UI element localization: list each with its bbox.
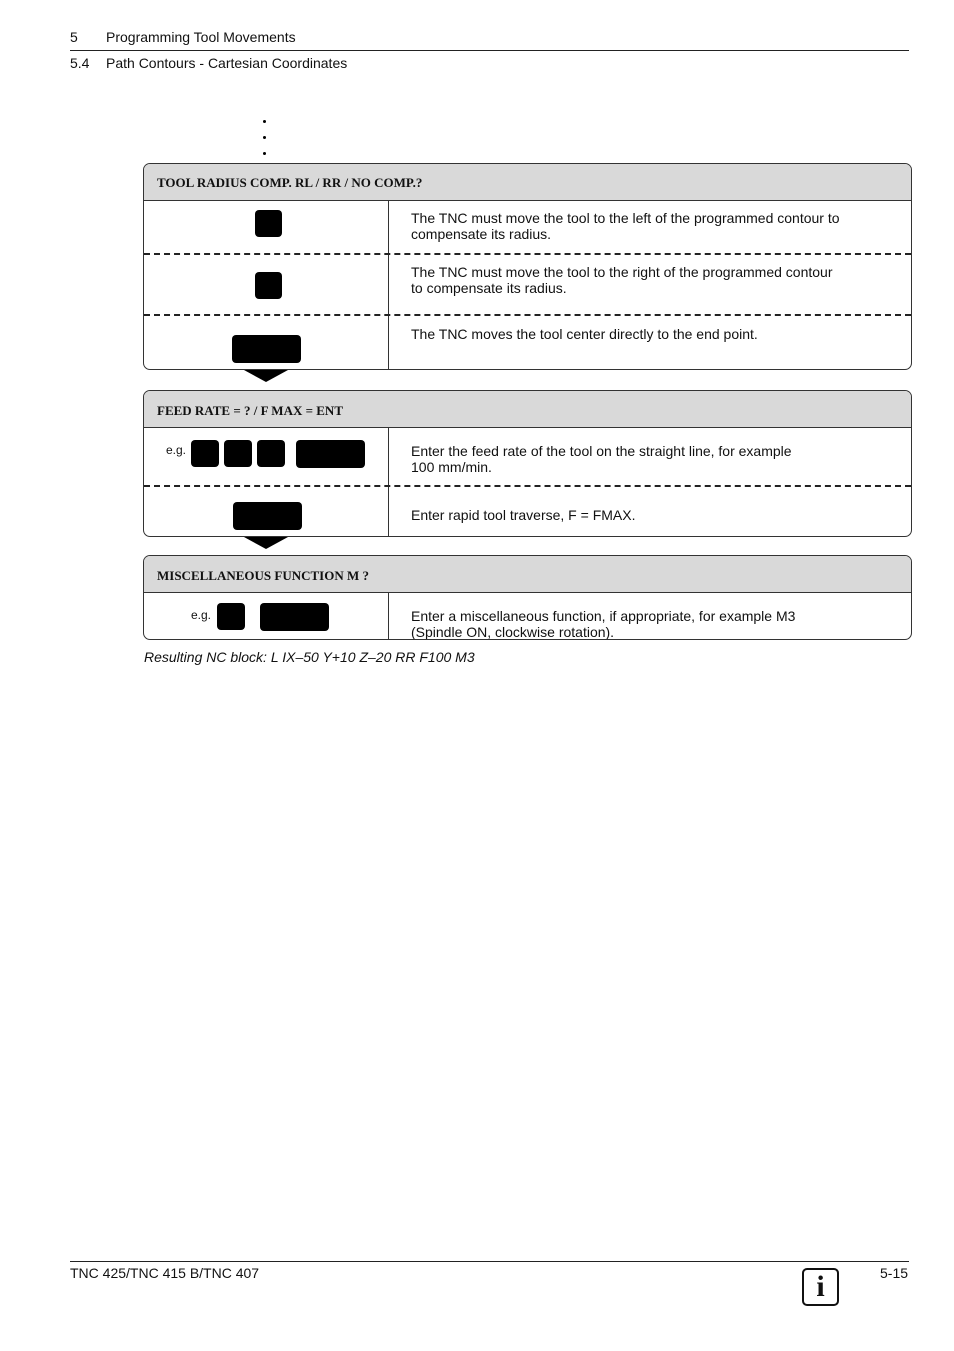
chapter-number: 5 [70, 29, 78, 45]
panel-title: MISCELLANEOUS FUNCTION M ? [144, 556, 911, 593]
ent-key[interactable] [233, 502, 302, 530]
footer-rule [70, 1261, 909, 1262]
dashed-separator [144, 314, 911, 316]
row-description: The TNC must move the tool to the left of the programmed contour to compensate its radius. [411, 210, 840, 242]
example-label: e.g. [166, 443, 187, 457]
column-divider [388, 593, 389, 639]
page-number: 5-15 [880, 1265, 909, 1281]
panel-title: TOOL RADIUS COMP. RL / RR / NO COMP.? [144, 164, 911, 201]
info-icon: i [802, 1268, 839, 1306]
dashed-separator [144, 485, 911, 487]
section-title: Path Contours - Cartesian Coordinates [106, 55, 348, 71]
row-description: Enter the feed rate of the tool on the straight line, for example 100 mm/min. [411, 443, 792, 475]
row-description: The TNC moves the tool center directly to the end point. [411, 326, 758, 342]
rr-key[interactable] [255, 272, 282, 299]
digit-0-key[interactable] [224, 440, 252, 467]
row-description: Enter rapid tool traverse, F = FMAX. [411, 507, 636, 523]
digit-1-key[interactable] [191, 440, 219, 467]
footer-model: TNC 425/TNC 415 B/TNC 407 [70, 1265, 260, 1281]
ent-key[interactable] [232, 335, 301, 363]
continuation-dot [263, 136, 266, 139]
example-label: e.g. [191, 608, 212, 622]
misc-function-panel [143, 555, 912, 640]
continuation-dot [263, 120, 266, 123]
digit-3-key[interactable] [217, 603, 245, 630]
header-rule [70, 50, 909, 51]
panel-title: FEED RATE = ? / F MAX = ENT [144, 391, 911, 428]
column-divider [388, 428, 389, 536]
flow-arrow [244, 370, 288, 382]
continuation-dot [263, 152, 266, 155]
feed-rate-panel [143, 390, 912, 537]
section-number: 5.4 [70, 55, 90, 71]
digit-0-key[interactable] [257, 440, 285, 467]
ent-key[interactable] [296, 440, 365, 468]
result-caption: Resulting NC block: L IX–50 Y+10 Z–20 RR F100 M3 [144, 649, 475, 665]
rl-key[interactable] [255, 210, 282, 237]
radius-comp-panel [143, 163, 912, 370]
ent-key[interactable] [260, 603, 329, 631]
dashed-separator [144, 253, 911, 255]
row-description: Enter a miscellaneous function, if appropriate, for example M3 (Spindle ON, clockwise rotation). [411, 608, 796, 640]
chapter-title: Programming Tool Movements [106, 29, 296, 45]
row-description: The TNC must move the tool to the right of the programmed contour to compensate its radius. [411, 264, 833, 296]
column-divider [388, 201, 389, 369]
flow-arrow [244, 537, 288, 549]
